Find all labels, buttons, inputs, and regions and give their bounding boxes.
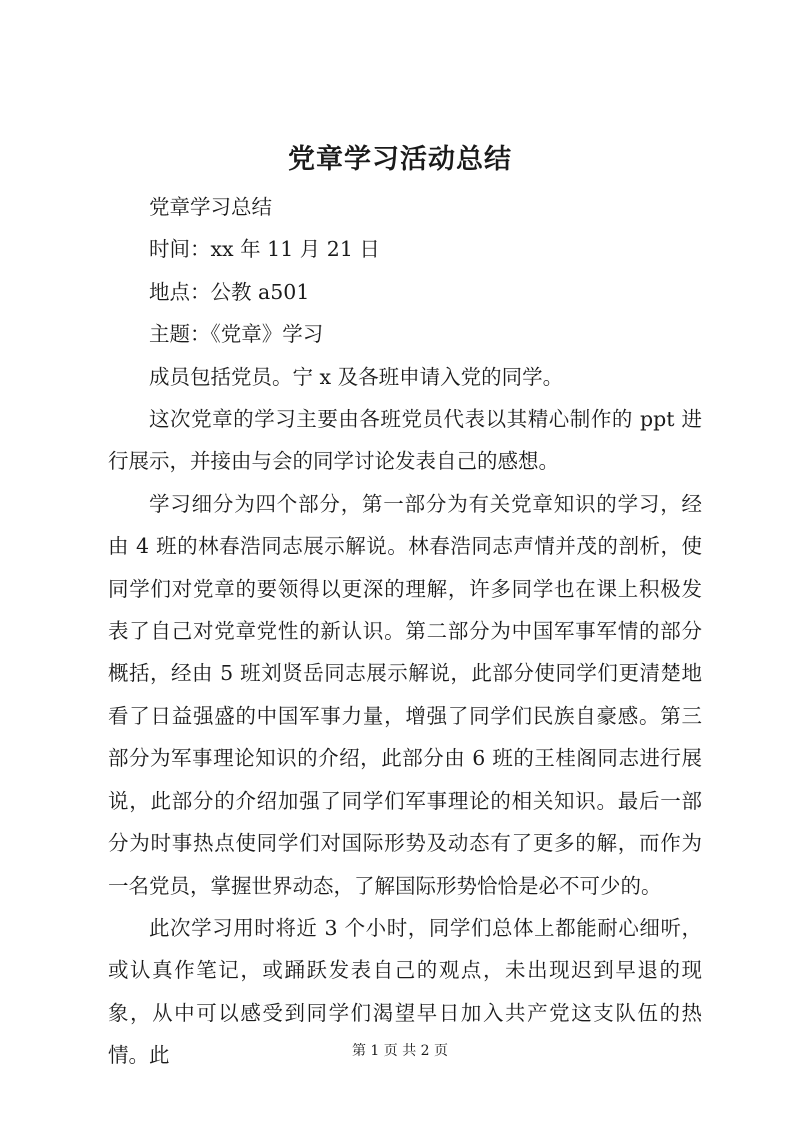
document-body	[108, 186, 702, 1077]
paragraph: 学习细分为四个部分，第一部分为有关党章知识的学习，经由 4 班的林春浩同志展示解说。林春浩同志声情并茂的剖析，使同学们对党章的要领得以更深的理解，许多同学也在课上积极发表了自己对党章党性的新认识。第二部分为中国军事军情的部分概括，经由 5 班刘贤岳同志展示解说，此部分使同学们更清楚地看了日益强盛的中国军事力量，增强了同学们民族自豪感。第三部分为军事理论知识的介绍，此部分由 6 班的王桂阁同志进行展说，此部分的介绍加强了同学们军事理论的相关知识。最后一部分为时事热点使同学们对国际形势及动态有了更多的解，而作为一名党员，掌握世界动态，了解国际形势恰恰是必不可少的。	[108, 491, 702, 898]
paragraph: 成员包括党员。宁 x 及各班申请入党的同学。	[149, 364, 564, 389]
paragraph: 党章学习总结	[149, 195, 272, 219]
paragraph: 地点：公教 a501	[149, 279, 310, 304]
paragraph: 此次学习用时将近 3 个小时，同学们总体上都能耐心细听，或认真作笔记，或踊跃发表自己的观点，未出现迟到早退的现象，从中可以感受到同学们渴望早日加入共产党这支队伍的热情。此	[108, 915, 702, 1068]
paragraph: 主题：《党章》学习	[149, 322, 324, 347]
document-title: 党章学习活动总结	[288, 144, 512, 175]
paragraph: 时间：xx 年 11 月 21 日	[149, 237, 380, 262]
paragraph: 这次党章的学习主要由各班党员代表以其精心制作的 ppt 进行展示，并接由与会的同学讨论发表自己的感想。	[108, 407, 702, 474]
page-footer: 第 1 页 共 2 页	[351, 1043, 449, 1059]
